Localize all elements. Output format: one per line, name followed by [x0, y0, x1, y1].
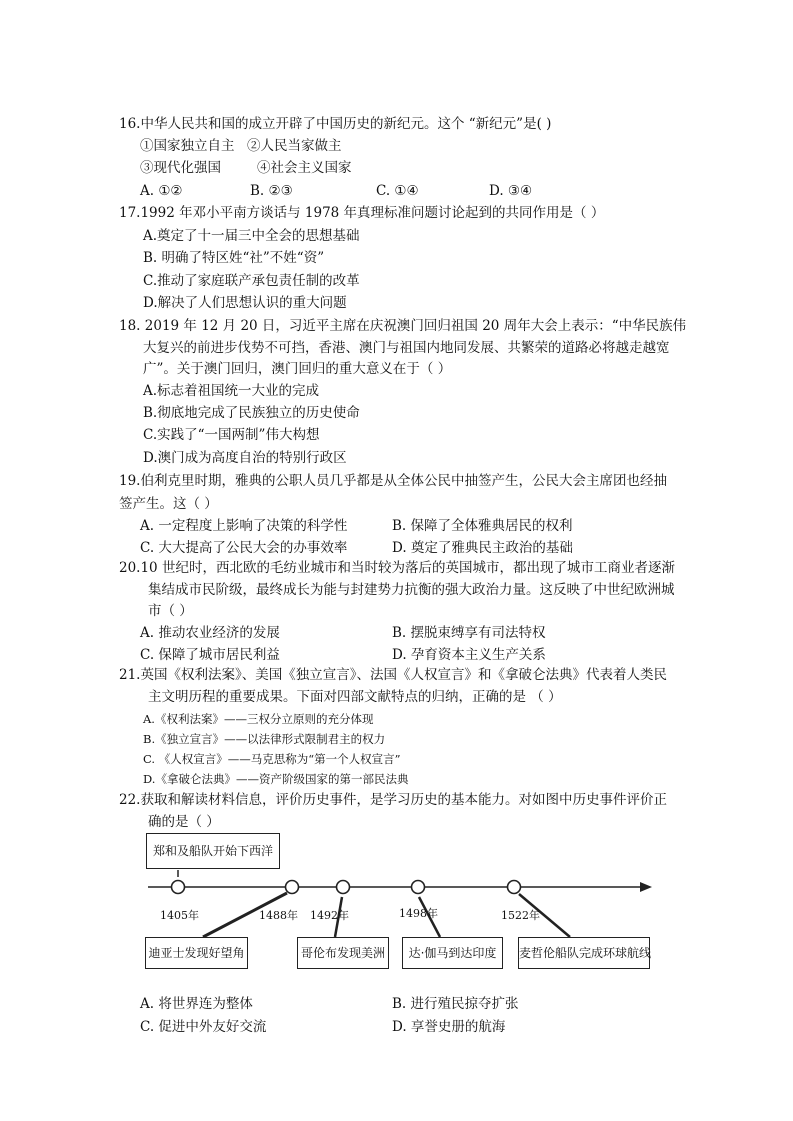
- event-box-dias: 迪亚士发现好望角: [145, 937, 248, 969]
- year-label-1488: 1488年: [259, 909, 298, 922]
- q18-stem-line-3: 广”。关于澳门回归，澳门回归的重大意义在于（ ）: [143, 361, 452, 377]
- q22-stem-line-1: 22.获取和解读材料信息，评价历史事件，是学习历史的基本能力。对如图中历史事件评价正: [119, 792, 667, 808]
- event-box-magellan: 麦哲伦船队完成环球航线: [518, 937, 650, 969]
- q20-option-a: A. 推动农业经济的发展: [140, 625, 280, 641]
- q21-option-c: C. 《人权宣言》——马克思称为“第一个人权宣言”: [143, 752, 401, 766]
- year-label-1405: 1405年: [160, 909, 199, 922]
- q18-option-c: C.实践了“一国两制”伟大构想: [143, 427, 320, 443]
- q17-stem: 17.1992 年邓小平南方谈话与 1978 年真理标准问题讨论起到的共同作用是（ ）: [119, 205, 605, 221]
- year-label-1522: 1522年: [501, 909, 540, 922]
- q16-option-b: B. ②③: [250, 183, 293, 199]
- q20-stem-line-1: 20.10 世纪时，西北欧的毛纺业城市和当时较为落后的英国城市，都出现了城市工商业者逐渐: [119, 560, 675, 576]
- timeline-node-1405: [172, 881, 185, 894]
- q18-option-d: D.澳门成为高度自治的特别行政区: [143, 450, 347, 466]
- q19-option-a: A. 一定程度上影响了决策的科学性: [140, 518, 348, 534]
- q16-item-2: ②人民当家做主: [247, 138, 342, 154]
- q17-option-c: C.推动了家庭联产承包责任制的改革: [143, 273, 360, 289]
- q21-option-d: D.《拿破仑法典》——资产阶级国家的第一部民法典: [143, 772, 409, 786]
- q21-option-b: B.《独立宣言》——以法律形式限制君主的权力: [143, 732, 386, 746]
- q16-item-1: ①国家独立自主: [140, 138, 235, 154]
- q18-stem-line-2: 大复兴的前进步伐势不可挡，香港、澳门与祖国内地同发展、共繁荣的道路必将越走越宽: [143, 340, 670, 356]
- q21-option-a: A.《权利法案》——三权分立原则的充分体现: [143, 712, 374, 726]
- q17-option-a: A.奠定了十一届三中全会的思想基础: [143, 228, 360, 244]
- q20-stem-line-3: 市（ ）: [148, 603, 193, 619]
- q22-option-b: B. 进行殖民掠夺扩张: [392, 996, 519, 1012]
- q17-option-b: B. 明确了特区姓“社”不姓“资”: [143, 250, 325, 266]
- q22-option-c: C. 促进中外友好交流: [140, 1019, 267, 1035]
- q20-stem-line-2: 集结成市民阶级，最终成长为能与封建势力抗衡的强大政治力量。这反映了中世纪欧洲城: [148, 582, 675, 598]
- q19-stem-line-1: 19.伯利克里时期，雅典的公职人员几乎都是从全体公民中抽签产生，公民大会主席团也经抽: [119, 473, 667, 489]
- q18-option-a: A.标志着祖国统一大业的完成: [143, 383, 320, 399]
- q21-stem-line-2: 主文明历程的重要成果。下面对四部文献特点的归纳，正确的是 （ ）: [148, 689, 562, 705]
- q20-option-d: D. 孕育资本主义生产关系: [392, 647, 546, 663]
- q19-option-b: B. 保障了全体雅典居民的权利: [392, 518, 573, 534]
- timeline-node-1522: [508, 881, 521, 894]
- q16-stem: 16.中华人民共和国的成立开辟了中国历史的新纪元。这个 “新纪元”是( ): [119, 116, 552, 132]
- timeline-top-event: 郑和及船队开始下西洋: [146, 833, 280, 869]
- q16-item-4: ④社会主义国家: [257, 160, 352, 176]
- timeline-node-1492: [337, 881, 350, 894]
- q20-option-b: B. 摆脱束缚享有司法特权: [392, 625, 546, 641]
- timeline-arrowhead: [640, 882, 652, 892]
- event-box-da-gama: 达·伽马到达印度: [402, 937, 503, 969]
- q18-option-b: B.彻底地完成了民族独立的历史使命: [143, 405, 360, 421]
- q16-option-d: D. ③④: [489, 183, 533, 199]
- q21-stem-line-1: 21.英国《权利法案》、美国《独立宣言》、法国《人权宣言》和《拿破仑法典》代表着人类民: [119, 667, 667, 683]
- q20-option-c: C. 保障了城市居民利益: [140, 647, 280, 663]
- q16-option-a: A. ①②: [140, 183, 183, 199]
- event-box-columbus: 哥伦布发现美洲: [297, 937, 389, 969]
- timeline-node-1498: [412, 881, 425, 894]
- q19-option-d: D. 奠定了雅典民主政治的基础: [392, 540, 573, 556]
- q22-option-d: D. 享誉史册的航海: [392, 1019, 506, 1035]
- timeline-node-1488: [286, 881, 299, 894]
- q16-option-c: C. ①④: [376, 183, 419, 199]
- q16-item-3: ③现代化强国: [140, 160, 221, 176]
- year-label-1498: 1498年: [399, 907, 438, 920]
- q22-stem-line-2: 确的是（ ）: [148, 814, 220, 830]
- q17-option-d: D.解决了人们思想认识的重大问题: [143, 295, 347, 311]
- q19-stem-line-2: 签产生。这（ ）: [119, 496, 218, 512]
- q22-option-a: A. 将世界连为整体: [140, 996, 253, 1012]
- q19-option-c: C. 大大提高了公民大会的办事效率: [140, 540, 348, 556]
- year-label-1492: 1492年: [310, 909, 349, 922]
- q18-stem-line-1: 18. 2019 年 12 月 20 日，习近平主席在庆祝澳门回归祖国 20 周年大会上表示：“中华民族伟: [119, 318, 687, 334]
